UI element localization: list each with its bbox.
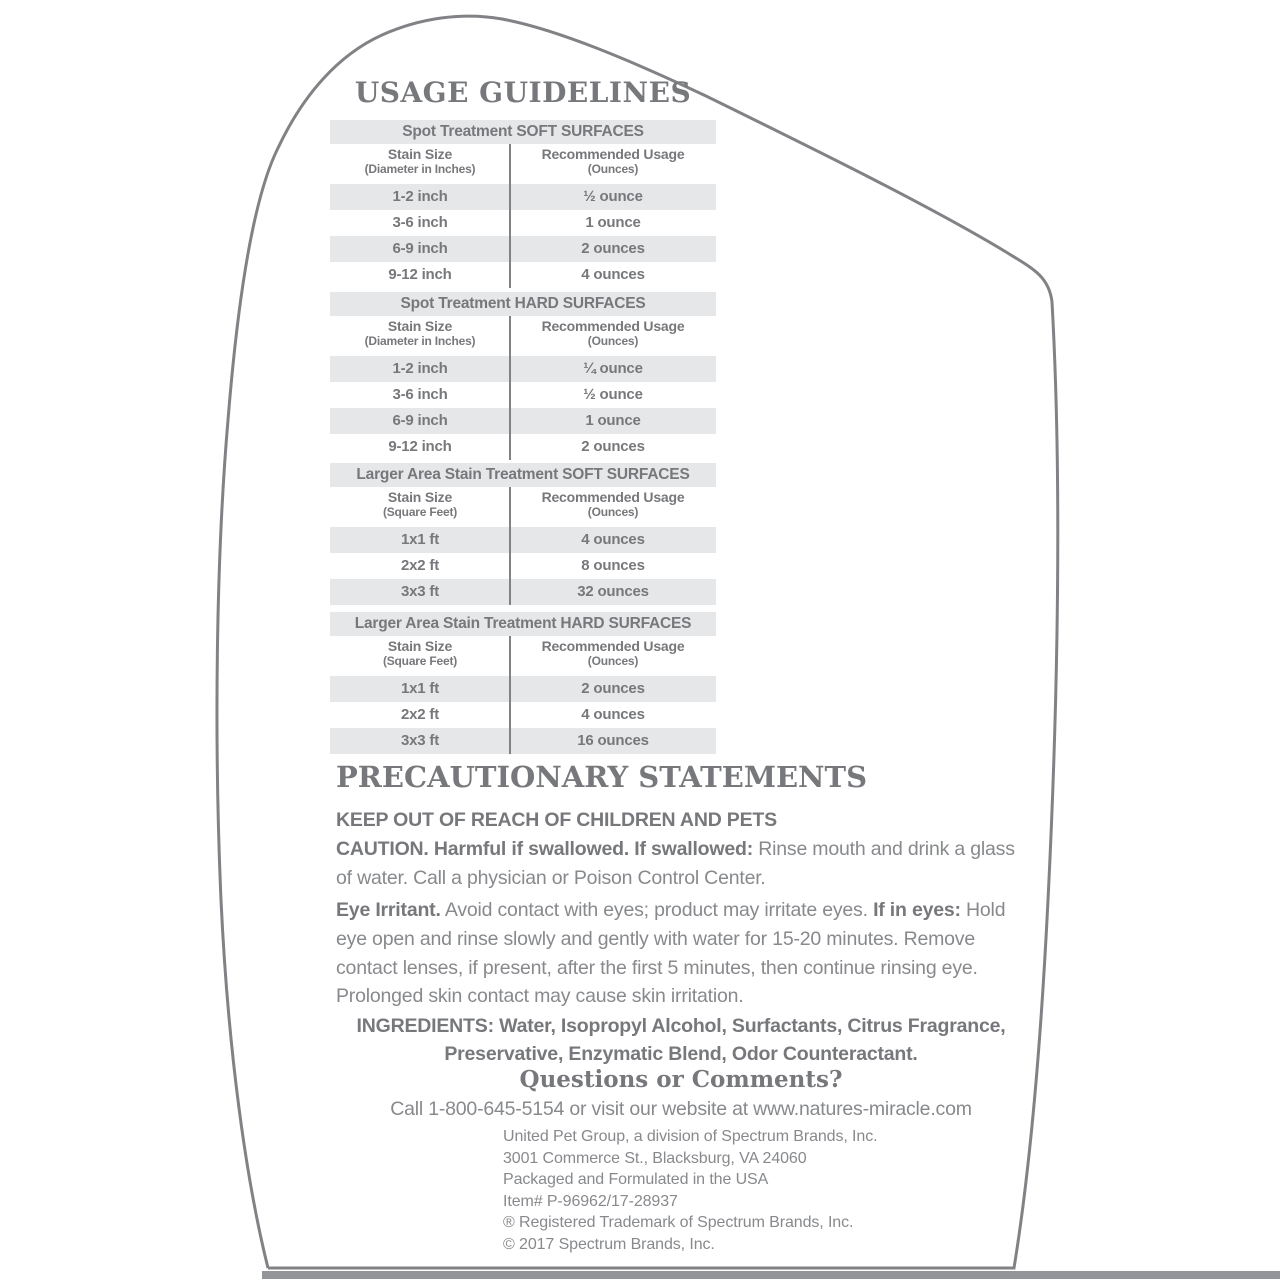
company-name-line: United Pet Group, a division of Spectrum Brands, Inc. bbox=[503, 1128, 878, 1145]
column-header-recommended-usage: Recommended Usage (Ounces) bbox=[541, 489, 685, 519]
table-row: 2x2 ft 8 ounces bbox=[401, 557, 645, 574]
company-info-block bbox=[503, 1126, 1023, 1255]
table-row: 1x1 ft 4 ounces bbox=[330, 527, 716, 553]
registered-trademark-line: ® Registered Trademark of Spectrum Brands, Inc. bbox=[503, 1214, 854, 1231]
label-bottom-edge bbox=[262, 1271, 1280, 1279]
caution-regular-text: Rinse mouth and drink a glass of water. Call a physician or Poison Control Center. bbox=[336, 838, 1015, 889]
table-row: 9-12 inch 2 ounces bbox=[388, 438, 645, 455]
company-address-line: 3001 Commerce St., Blacksburg, VA 24060 bbox=[503, 1149, 807, 1167]
table-column-divider bbox=[509, 636, 511, 754]
ingredients-paragraph bbox=[336, 1012, 1026, 1068]
caution-paragraph bbox=[336, 835, 1026, 893]
ingredients-list: Water, Isopropyl Alcohol, Surfactants, Citrus Fragrance, Preservative, Enzymatic Blend, Odor Counteractant. bbox=[444, 1015, 1006, 1065]
table-row: 2x2 ft 4 ounces bbox=[401, 706, 645, 723]
copyright-line: © 2017 Spectrum Brands, Inc. bbox=[503, 1235, 715, 1253]
table-column-headers bbox=[330, 144, 716, 184]
table-row: 3x3 ft 16 ounces bbox=[330, 728, 716, 754]
column-header-recommended-usage: Recommended Usage (Ounces) bbox=[541, 318, 685, 348]
table-row: 3x3 ft 32 ounces bbox=[330, 579, 716, 605]
usage-table-larger-hard bbox=[330, 612, 716, 754]
table-title: Larger Area Stain Treatment HARD SURFACES bbox=[330, 612, 716, 636]
table-row: 1-2 inch ½ ounce bbox=[330, 184, 716, 210]
item-number-line: Item# P-96962/17-28937 bbox=[503, 1192, 678, 1210]
table-column-headers bbox=[330, 316, 716, 356]
contact-phone-website-line: Call 1-800-645-5154 or visit our website at www.natures-miracle.com bbox=[390, 1098, 972, 1120]
questions-or-comments-title: Questions or Comments? bbox=[519, 1066, 843, 1093]
table-row: 3-6 inch 1 ounce bbox=[392, 214, 641, 231]
table-row: 6-9 inch 1 ounce bbox=[330, 408, 716, 434]
usage-guidelines-title: USAGE GUIDELINES bbox=[354, 76, 692, 109]
table-row: 3-6 inch ½ ounce bbox=[392, 386, 643, 403]
table-title: Larger Area Stain Treatment SOFT SURFACES bbox=[330, 463, 716, 487]
usage-table-spot-hard bbox=[330, 292, 716, 460]
skin-contact-line: Prolonged skin contact may cause skin irritation. bbox=[336, 985, 744, 1007]
table-row: 1x1 ft 2 ounces bbox=[330, 676, 716, 702]
table-column-headers bbox=[330, 487, 716, 527]
table-column-headers bbox=[330, 636, 716, 676]
column-header-stain-size: Stain Size (Square Feet) bbox=[382, 638, 458, 668]
caution-bold-text: CAUTION. Harmful if swallowed. If swallowed: bbox=[336, 838, 754, 860]
if-in-eyes-bold-text: If in eyes: bbox=[873, 899, 961, 921]
ingredients-label: INGREDIENTS: bbox=[356, 1015, 494, 1037]
column-header-stain-size: Stain Size (Diameter in Inches) bbox=[364, 146, 476, 176]
eye-irritant-regular-text: Avoid contact with eyes; product may irritate eyes. bbox=[444, 899, 868, 921]
table-title: Spot Treatment HARD SURFACES bbox=[330, 292, 716, 316]
column-header-stain-size: Stain Size (Square Feet) bbox=[382, 489, 458, 519]
keep-out-of-reach-line: KEEP OUT OF REACH OF CHILDREN AND PETS bbox=[336, 809, 777, 831]
table-column-divider bbox=[509, 487, 511, 605]
usage-table-larger-soft bbox=[330, 463, 716, 605]
usage-table-spot-soft bbox=[330, 120, 716, 288]
eye-irritant-bold-text: Eye Irritant. bbox=[336, 899, 441, 921]
table-row: 6-9 inch 2 ounces bbox=[330, 236, 716, 262]
column-header-recommended-usage: Recommended Usage (Ounces) bbox=[541, 638, 685, 668]
precautionary-statements-title: PRECAUTIONARY STATEMENTS bbox=[336, 760, 868, 794]
eye-irritant-paragraph bbox=[336, 896, 1026, 983]
table-row: 9-12 inch 4 ounces bbox=[388, 266, 645, 283]
table-column-divider bbox=[509, 316, 511, 460]
table-column-divider bbox=[509, 144, 511, 288]
if-in-eyes-regular-text: Hold eye open and rinse slowly and gently with water for 15-20 minutes. Remove contact lenses, if present, after the first 5 minutes, then continue rinsing eye. bbox=[336, 899, 1006, 979]
packaged-in-usa-line: Packaged and Formulated in the USA bbox=[503, 1171, 769, 1188]
column-header-stain-size: Stain Size (Diameter in Inches) bbox=[364, 318, 476, 348]
column-header-recommended-usage: Recommended Usage (Ounces) bbox=[541, 146, 685, 176]
table-row: 1-2 inch ¼ ounce bbox=[330, 356, 716, 382]
table-title: Spot Treatment SOFT SURFACES bbox=[330, 120, 716, 144]
